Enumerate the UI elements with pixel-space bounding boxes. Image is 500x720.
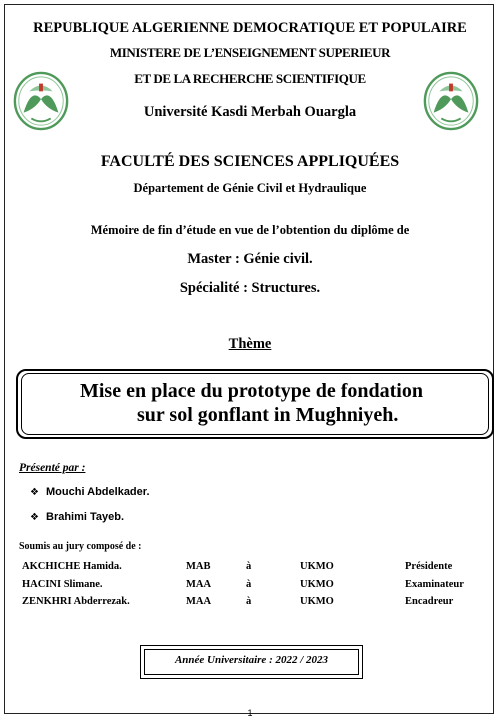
diamond-bullet-icon: ❖ (30, 487, 39, 498)
academic-year: Année Universitaire : 2022 / 2023 (174, 654, 329, 666)
jury-role: Présidente (405, 561, 453, 572)
jury-at: à (246, 596, 252, 607)
research-heading: ET DE LA RECHERCHE SCIENTIFIQUE (134, 71, 366, 86)
member-2-name: Brahimi Tayeb. (46, 511, 125, 523)
jury-name: HACINI Slimane. (22, 579, 103, 590)
jury-name: AKCHICHE Hamida. (22, 561, 122, 572)
member-2 (30, 511, 124, 523)
jury-name: ZENKHRI Abderrezak. (22, 596, 130, 607)
jury-row (0, 596, 500, 611)
jury-institution: UKMO (300, 561, 334, 572)
page-number: 1 (247, 708, 253, 718)
ministry-heading: MINISTERE DE L’ENSEIGNEMENT SUPERIEUR (109, 45, 391, 60)
presented-by-label: Présenté par : (19, 462, 86, 474)
jury-institution: UKMO (300, 596, 334, 607)
faculty-name: FACULTÉ DES SCIENCES APPLIQUÉES (100, 153, 400, 170)
degree-speciality: Spécialité : Structures. (179, 280, 321, 296)
jury-at: à (246, 579, 252, 590)
jury-role: Encadreur (405, 596, 454, 607)
diamond-bullet-icon: ❖ (30, 512, 39, 523)
jury-row (0, 579, 500, 594)
jury-role: Examinateur (405, 579, 464, 590)
theme-title-line1: Mise en place du prototype de fondation (80, 380, 423, 402)
degree-intro: Mémoire de fin d’étude en vue de l’obtention du diplôme de (90, 223, 410, 237)
jury-grade: MAA (186, 579, 212, 590)
jury-grade: MAB (186, 561, 211, 572)
department-name: Département de Génie Civil et Hydraulique (133, 181, 367, 195)
jury-label: Soumis au jury composé de : (19, 541, 142, 552)
theme-label: Thème (228, 336, 272, 352)
jury-at: à (246, 561, 252, 572)
jury-grade: MAA (186, 596, 212, 607)
member-1-name: Mouchi Abdelkader. (46, 486, 150, 498)
republic-heading: REPUBLIQUE ALGERIENNE DEMOCRATIQUE ET POPULAIRE (33, 20, 467, 36)
degree-master: Master : Génie civil. (187, 251, 313, 267)
university-name: Université Kasdi Merbah Ouargla (143, 104, 357, 120)
jury-institution: UKMO (300, 579, 334, 590)
jury-row (0, 561, 500, 576)
theme-title-line2: sur sol gonflant in Mughniyeh. (137, 404, 399, 426)
member-1 (30, 486, 150, 498)
